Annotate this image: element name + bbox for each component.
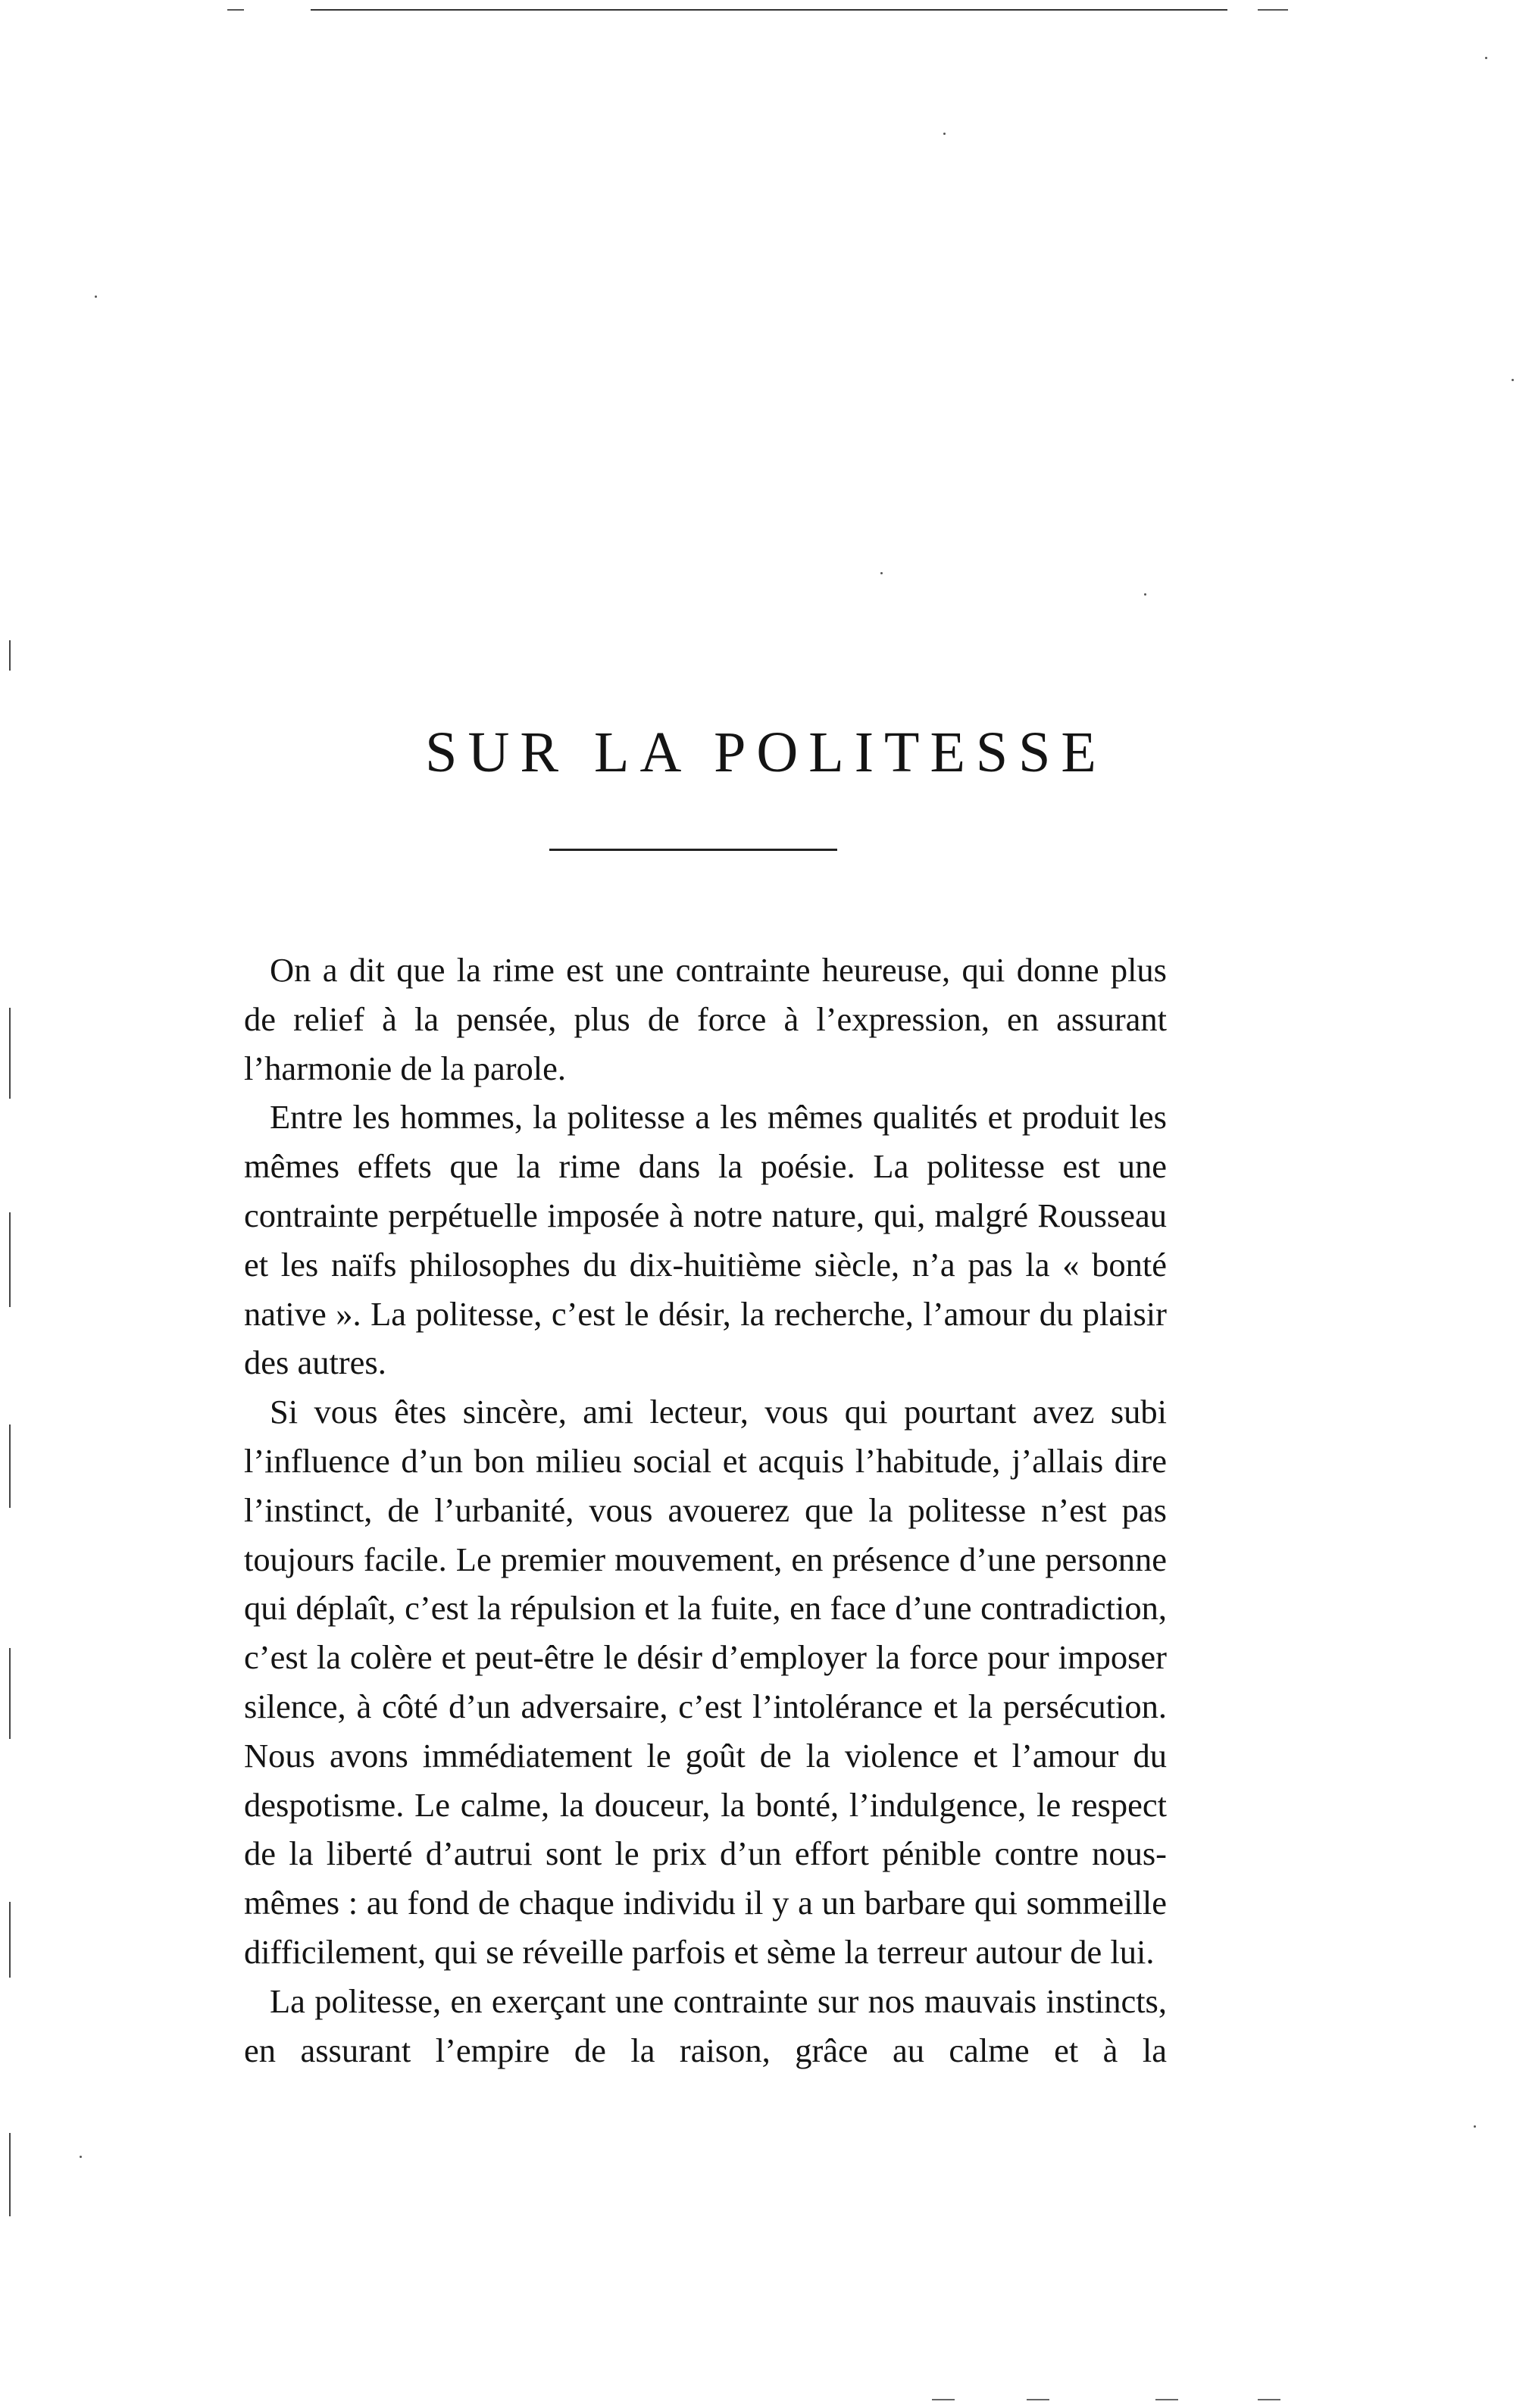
scan-speck [1144,593,1146,596]
scan-margin-mark [9,1424,11,1508]
scan-margin-mark [9,1648,11,1739]
bottom-border-dash [1027,2399,1049,2400]
scan-speck [880,572,883,574]
paragraph: Entre les hommes, la politesse a les mêmes qualités et produit les mêmes effets que la rime dans la poésie. La politesse est une contrainte perpétuelle imposée à notre nature, qui, malgré Rousseau et les naïfs philosophes du dix-huitième siècle, n’a pas la « bonté native ». La politesse, c’est le désir, la recherche, l’amour du plaisir des autres. [244,1098,1167,1382]
scan-speck [943,133,946,135]
paragraph: On a dit que la rime est une contrainte heureuse, qui donne plus de relief à la pensée, plus de force à l’expression, en assurant l’harmonie de la parole. [244,951,1167,1087]
top-border-rule [311,9,1227,11]
bottom-border-dash [1155,2399,1178,2400]
scan-speck [1512,379,1514,381]
top-border-rule-right [1258,9,1288,11]
paragraph: Si vous êtes sincère, ami lecteur, vous qui pourtant avez subi l’influence d’un bon milieu social et acquis l’habitude, j’allais dire l’instinct, de l’urbanité, vous avouerez que la politesse n’est pas toujours facile. Le premier mouvement, en présence d’une personne qui déplaît, c’est la répulsion et la fuite, en face d’une contradiction, c’est la colère et peut-être le désir d’employer la force pour imposer silence, à côté d’un adversaire, c’est l’intolérance et la persécution. Nous avons immédiatement le goût de la violence et l’amour du despotisme. Le calme, la douceur, la bonté, l’indulgence, le respect de la liberté d’autrui sont le prix d’un effort pénible contre nous-mêmes : au fond de chaque individu il y a un barbare qui sommeille difficilement, qui se réveille parfois et sème la terreur autour de lui. [244,1393,1167,1971]
top-border-rule-left [227,9,244,11]
paragraph: La politesse, en exerçant une contrainte sur nos mauvais instincts, en assurant l’empire de la raison, grâce au calme et à la [244,1981,1167,2069]
scan-speck [95,296,97,298]
bottom-border-dash [1258,2399,1280,2400]
scan-speck [1474,2125,1476,2128]
title-underline [549,849,837,851]
scan-speck [80,2156,82,2158]
scan-margin-mark [9,1212,11,1307]
scan-margin-mark [9,1008,11,1099]
chapter-title: SUR LA POLITESSE [425,721,1107,784]
scan-margin-mark [9,640,11,671]
body-text [244,946,1167,2075]
bottom-border-dash [932,2399,955,2400]
scan-speck [1485,57,1487,59]
scan-margin-mark [9,2133,11,2216]
scan-margin-mark [9,1902,11,1978]
